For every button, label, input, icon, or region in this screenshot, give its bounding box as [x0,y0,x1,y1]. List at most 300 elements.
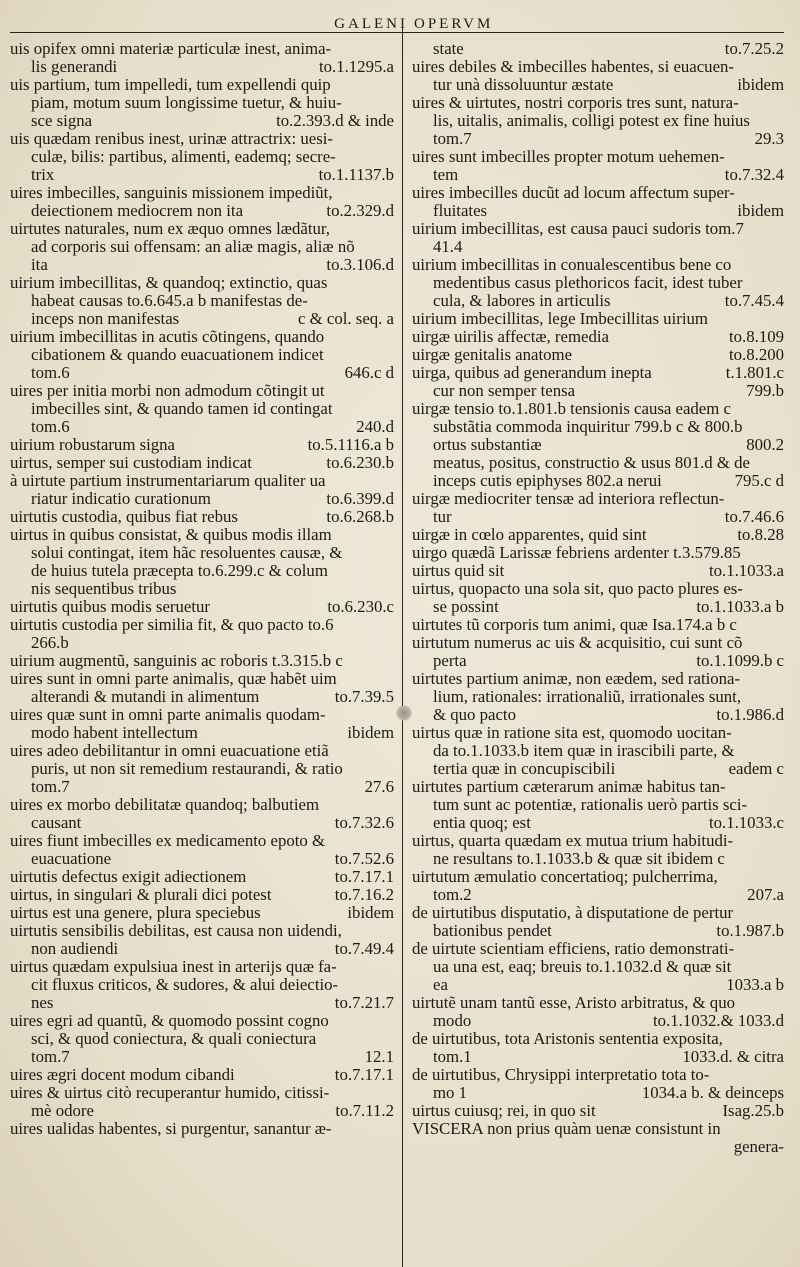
index-entry-text: uires ualidas habentes, si purgentur, sanantur æ- [10,1120,332,1138]
index-entry-text: fluitates [433,202,488,220]
index-line [10,742,394,760]
index-entry-text: euacuatione [31,850,112,868]
index-entry-text: nes [31,994,54,1012]
index-line [412,490,784,508]
index-line [10,1066,394,1084]
index-line [412,580,784,598]
index-line [10,850,394,868]
index-line [10,112,394,130]
index-entry-reference: to.1.987.b [716,922,784,940]
index-entry-text: uirtutum numerus ac uis & acquisitio, cui sunt cõ [412,634,743,652]
index-entry-text: uirtus, in singulari & plurali dici potest [10,886,272,904]
index-entry-text: uirgæ uirilis affectæ, remedia [412,328,609,346]
index-entry-text: perta [433,652,467,670]
index-entry-text: mè odore [31,1102,94,1120]
index-entry-reference: to.8.200 [728,346,784,364]
index-line [10,562,394,580]
index-line [412,1084,784,1102]
index-entry-text: uirtus, quopacto una sola sit, quo pacto plures es- [412,580,743,598]
index-line [412,976,784,994]
index-entry-reference: to.8.28 [737,526,784,544]
index-entry-text: uirium imbecillitas in acutis cõtingens, quando [10,328,325,346]
index-entry-text: cur non semper tensa [433,382,576,400]
index-line [412,526,784,544]
index-entry-text: ne resultans to.1.1033.b & quæ sit ibidem c [433,850,725,868]
index-entry-text: modo [433,1012,472,1030]
index-entry-text: tom.7 [433,130,472,148]
index-line [10,292,394,310]
index-entry-text: tom.2 [433,886,472,904]
index-entry-text: tertia quæ in concupiscibili [433,760,616,778]
index-line [412,40,784,58]
index-entry-text: VISCERA non prius quàm uenæ consistunt in [412,1120,721,1138]
index-entry-text: entia quoq; est [433,814,531,832]
index-entry-reference: Isag.25.b [722,1102,784,1120]
index-line [10,184,394,202]
index-entry-text: non audiendi [31,940,119,958]
index-entry-reference: 1033.a b [726,976,784,994]
index-entry-text: riatur indicatio curationum [31,490,211,508]
index-line [10,508,394,526]
index-entry-reference: to.1.1137.b [318,166,394,184]
index-entry-text: tem [433,166,459,184]
index-line [412,256,784,274]
index-entry-text: uires quæ sunt in omni parte animalis quodam- [10,706,326,724]
index-entry-text: uirium imbecillitas in conualescentibus bene co [412,256,732,274]
index-entry-text: uirtus est una genere, plura speciebus [10,904,261,922]
index-line [412,184,784,202]
index-line [10,148,394,166]
index-entry-reference: to.2.329.d [326,202,394,220]
index-line [412,868,784,886]
index-line [10,418,394,436]
index-line [10,1048,394,1066]
index-entry-reference: to.6.268.b [326,508,394,526]
index-entry-reference: 12.1 [364,1048,394,1066]
index-entry-reference: 29.3 [754,130,784,148]
index-entry-reference: 1034.a b. & deinceps [641,1084,784,1102]
index-entry-text: uirtus quædam expulsiua inest in arterijs quæ fa- [10,958,337,976]
index-entry-text: ita [31,256,48,274]
index-entry-text: imbecilles sint, & quando tamen id contingat [31,400,333,418]
index-line [412,220,784,238]
index-entry-text: uirtus, semper sui custodiam indicat [10,454,252,472]
index-entry-reference: to.7.21.7 [334,994,394,1012]
index-entry-text: uirium imbecillitas, & quandoq; extinctio, quas [10,274,328,292]
index-line [412,202,784,220]
index-line [10,526,394,544]
index-line [412,562,784,580]
index-entry-reference: to.7.25.2 [724,40,784,58]
index-line [412,292,784,310]
index-line [10,454,394,472]
index-entry-text: uirgæ mediocriter tensæ ad interiora reflectun- [412,490,725,508]
index-entry-reference: 800.2 [746,436,784,454]
index-line [412,778,784,796]
index-entry-text: mo 1 [433,1084,468,1102]
index-entry-text: ad corporis sui offensam: an aliæ magis, aliæ nõ [31,238,355,256]
index-line [10,436,394,454]
index-entry-reference: 240.d [356,418,394,436]
index-entry-text: lium, rationales: irrationaliũ, irrationales sunt, [433,688,742,706]
index-line [412,904,784,922]
index-line [10,472,394,490]
index-line [412,886,784,904]
index-line [10,688,394,706]
index-line [10,94,394,112]
index-entry-text: uirtutes partium cæterarum animæ habitus tan- [412,778,726,796]
index-line [10,238,394,256]
index-line [10,760,394,778]
index-entry-text: inceps cutis epiphyses 802.a nerui [433,472,662,490]
index-line [412,1066,784,1084]
index-line [10,202,394,220]
index-entry-reference: 646.c d [344,364,394,382]
index-line [412,994,784,1012]
index-line [412,652,784,670]
index-entry-text: 41.4 [433,238,463,256]
index-line [10,76,394,94]
index-line [10,778,394,796]
index-line [10,976,394,994]
index-line [412,1120,784,1138]
index-entry-text: uirtutes tũ corporis tum animi, quæ Isa.174.a b c [412,616,737,634]
index-line [412,364,784,382]
index-line [412,1012,784,1030]
index-entry-reference: to.7.16.2 [334,886,394,904]
index-entry-text: ea [433,976,448,994]
index-entry-reference: genera- [733,1138,784,1156]
index-entry-text: uirtus in quibus consistat, & quibus modis illam [10,526,332,544]
index-entry-text: uirium imbecillitas, est causa pauci sudoris tom.7 [412,220,744,238]
index-entry-text: uis quædam renibus inest, urinæ attractrix: uesi- [10,130,333,148]
right-column [412,40,784,1156]
index-entry-text: alterandi & mutandi in alimentum [31,688,260,706]
index-entry-text: uires per initia morbi non admodum cõtingit ut [10,382,325,400]
index-entry-reference: 1033.d. & citra [682,1048,784,1066]
index-entry-reference: 207.a [747,886,784,904]
index-line [412,454,784,472]
index-entry-text: de uirtutibus disputatio, à disputatione de pertur [412,904,734,922]
index-line [412,958,784,976]
index-entry-text: uirtutis defectus exigit adiectionem [10,868,247,886]
index-entry-text: uires imbecilles, sanguinis missionem impediũt, [10,184,333,202]
index-line [10,544,394,562]
index-entry-text: ortus substantiæ [433,436,542,454]
index-line [10,130,394,148]
index-entry-text: uires debiles & imbecilles habentes, si euacuen- [412,58,734,76]
index-line [412,670,784,688]
index-entry-reference: ibidem [347,724,394,742]
index-line [412,238,784,256]
index-entry-text: uires & uirtus citò recuperantur humido, citissi- [10,1084,330,1102]
index-line [412,1138,784,1156]
index-entry-text: à uirtute partium instrumentariarum qualiter ua [10,472,326,490]
index-entry-reference: 27.6 [364,778,394,796]
index-entry-reference: eadem c [728,760,784,778]
index-entry-text: meatus, positus, constructio & usus 801.d & de [433,454,750,472]
index-line [412,274,784,292]
index-entry-reference: to.7.45.4 [724,292,784,310]
index-entry-text: causant [31,814,82,832]
index-line [412,436,784,454]
index-entry-text: tom.7 [31,778,70,796]
index-line [412,598,784,616]
header-rule [10,32,784,33]
index-line [412,724,784,742]
index-entry-text: de uirtute scientiam efficiens, ratio demonstrati- [412,940,735,958]
index-line [10,706,394,724]
index-entry-text: uirtutis custodia per similia fit, & quo pacto to.6 [10,616,334,634]
index-entry-text: uirga, quibus ad generandum inepta [412,364,652,382]
index-entry-reference: to.1.1033.a [708,562,784,580]
index-entry-text: medentibus casus plethoricos facit, idest tuber [433,274,743,292]
index-line [412,814,784,832]
index-entry-reference: to.6.230.c [327,598,394,616]
index-entry-text: uirtus, quarta quædam ex mutua trium habitudi- [412,832,734,850]
index-line [10,634,394,652]
index-entry-reference: to.3.106.d [326,256,394,274]
index-entry-text: uires ægri docent modum cibandi [10,1066,235,1084]
index-line [412,688,784,706]
index-entry-reference: 795.c d [734,472,784,490]
index-entry-reference: to.1.1099.b c [696,652,784,670]
index-line [10,580,394,598]
index-entry-text: uirtus quid sit [412,562,505,580]
running-head-right: OPERVM [414,16,494,32]
index-line [10,724,394,742]
index-entry-text: uirgo quædã Larissæ febriens ardenter t.3.579.85 [412,544,741,562]
index-entry-text: lis generandi [31,58,118,76]
index-entry-text: piam, motum suum longissime tuetur, & huiu- [31,94,342,112]
index-line [412,166,784,184]
index-line [10,652,394,670]
index-line [10,310,394,328]
index-entry-text: uirium imbecillitas, lege Imbecillitas uirium [412,310,708,328]
index-entry-text: ua una est, eaq; breuis to.1.1032.d & quæ sit [433,958,732,976]
index-entry-text: uires sunt imbecilles propter motum uehemen- [412,148,725,166]
index-entry-reference: to.1.1032.& 1033.d [653,1012,784,1030]
index-entry-text: puris, ut non sit remedium restaurandi, & ratio [31,760,343,778]
index-line [10,670,394,688]
index-entry-text: tom.1 [433,1048,472,1066]
index-line [412,742,784,760]
index-entry-reference: to.8.109 [728,328,784,346]
index-line [10,382,394,400]
index-line [10,994,394,1012]
index-line [412,706,784,724]
index-line [412,328,784,346]
index-entry-text: uires imbecilles ducũt ad locum affectum super- [412,184,735,202]
index-entry-text: cit fluxus criticos, & sudores, & alui deiectio- [31,976,339,994]
index-line [10,958,394,976]
index-entry-text: tur [433,508,452,526]
index-line [10,490,394,508]
index-entry-reference: 799.b [746,382,784,400]
index-line [412,544,784,562]
index-entry-text: bationibus pendet [433,922,552,940]
index-entry-reference: to.7.52.6 [334,850,394,868]
index-entry-text: cibationem & quando euacuationem indicet [31,346,324,364]
column-divider [402,20,403,1267]
index-entry-text: uirtutis custodia, quibus fiat rebus [10,508,238,526]
index-entry-text: sci, & quod coniectura, & quali coniectura [31,1030,317,1048]
index-entry-text: 266.b [31,634,69,652]
index-entry-reference: to.1.1033.a b [696,598,784,616]
index-entry-text: uis opifex omni materiæ particulæ inest, anima- [10,40,332,58]
index-line [412,130,784,148]
index-entry-text: tum sunt ac potentiæ, rationalis uerò partis sci- [433,796,748,814]
index-entry-text: lis, uitalis, animalis, colligi potest ex fine huius [433,112,750,130]
index-line [412,832,784,850]
index-entry-reference: to.7.46.6 [724,508,784,526]
index-entry-reference: to.2.393.d & inde [276,112,394,130]
index-entry-text: uirtutẽ unam tantũ esse, Aristo arbitratus, & quo [412,994,735,1012]
index-line [10,40,394,58]
index-entry-text: uirtutis sensibilis debilitas, est causa non uidendi, [10,922,342,940]
index-entry-reference: to.6.399.d [326,490,394,508]
index-line [10,1102,394,1120]
index-entry-text: uires & uirtutes, nostri corporis tres sunt, natura- [412,94,739,112]
index-entry-text: inceps non manifestas [31,310,180,328]
running-head-left: GALENI [334,16,408,32]
index-entry-text: uirium robustarum signa [10,436,175,454]
index-entry-text [412,1138,433,1156]
index-line [10,400,394,418]
index-entry-text: tom.6 [31,418,70,436]
index-entry-text: tur unà dissoluuntur æstate [433,76,614,94]
index-line [412,382,784,400]
index-entry-reference: to.1.986.d [716,706,784,724]
index-line [412,1102,784,1120]
index-entry-text: habeat causas to.6.645.a b manifestas de- [31,292,308,310]
index-line [412,472,784,490]
index-line [412,922,784,940]
index-line [412,760,784,778]
index-entry-text: trix [31,166,55,184]
index-entry-text: uirtutum æmulatio concertatioq; pulcherrima, [412,868,718,886]
index-entry-text: uis partium, tum impelledi, tum expellendi quip [10,76,331,94]
index-entry-text: de uirtutibus, tota Aristonis sententia exposita, [412,1030,723,1048]
index-line [10,166,394,184]
index-line [10,832,394,850]
index-entry-text: cula, & labores in articulis [433,292,611,310]
index-line [412,76,784,94]
index-line [10,868,394,886]
index-line [10,616,394,634]
index-entry-text: uires fiunt imbecilles ex medicamento epoto & [10,832,326,850]
index-line [412,310,784,328]
index-entry-text: uirgæ genitalis anatome [412,346,573,364]
index-line [10,220,394,238]
index-line [10,1012,394,1030]
index-entry-reference: to.7.17.1 [334,1066,394,1084]
index-entry-reference: to.7.39.5 [334,688,394,706]
index-line [412,616,784,634]
index-entry-reference: t.1.801.c [725,364,784,382]
index-line [412,508,784,526]
index-entry-reference: ibidem [737,202,784,220]
index-entry-reference: to.1.1295.a [318,58,394,76]
index-line [10,328,394,346]
index-line [10,796,394,814]
index-entry-text: uirtus quæ in ratione sita est, quomodo uocitan- [412,724,732,742]
index-line [10,58,394,76]
index-entry-reference: to.7.32.6 [334,814,394,832]
index-line [412,58,784,76]
index-entry-text: se possint [433,598,499,616]
index-entry-reference: to.6.230.b [326,454,394,472]
index-line [10,274,394,292]
left-column [10,40,394,1138]
index-entry-text: & quo pacto [433,706,516,724]
index-entry-text: nis sequentibus tribus [31,580,177,598]
index-line [412,400,784,418]
index-entry-text: uirgæ in cœlo apparentes, quid sint [412,526,647,544]
index-line [10,598,394,616]
index-entry-reference: to.7.32.4 [724,166,784,184]
index-line [10,1030,394,1048]
index-line [10,256,394,274]
index-entry-reference: ibidem [347,904,394,922]
index-entry-text: solui contingat, item hãc resoluentes causæ, & [31,544,343,562]
index-entry-reference: to.7.49.4 [334,940,394,958]
index-entry-reference: ibidem [737,76,784,94]
index-line [412,850,784,868]
index-line [412,1048,784,1066]
index-line [10,1084,394,1102]
index-line [10,1120,394,1138]
index-entry-text: uirgæ tensio to.1.801.b tensionis causa eadem c [412,400,731,418]
index-entry-text: sce signa [31,112,93,130]
index-line [412,634,784,652]
index-entry-text: tom.6 [31,364,70,382]
index-entry-text: uirtutes naturales, num ex æquo omnes lædãtur, [10,220,330,238]
index-line [412,940,784,958]
index-entry-text: substãtia commoda inquiritur 799.b c & 800.b [433,418,743,436]
index-line [10,886,394,904]
index-entry-reference: to.7.17.1 [334,868,394,886]
index-entry-text: culæ, bilis: partibus, alimenti, eademq; secre- [31,148,336,166]
index-line [10,364,394,382]
index-line [412,346,784,364]
index-line [412,148,784,166]
index-entry-text: da to.1.1033.b item quæ in irascibili parte, & [433,742,735,760]
index-line [412,418,784,436]
index-line [10,814,394,832]
index-line [412,112,784,130]
index-entry-text: deiectionem mediocrem non ita [31,202,244,220]
index-entry-reference: to.5.1116.a b [307,436,394,454]
index-entry-text: tom.7 [31,1048,70,1066]
index-entry-text: modo habent intellectum [31,724,198,742]
index-entry-text: uires adeo debilitantur in omni euacuatione etiã [10,742,329,760]
index-line [10,922,394,940]
index-entry-text: uirtutes partium animæ, non eædem, sed rationa- [412,670,741,688]
index-entry-text: uirtutis quibus modis seruetur [10,598,210,616]
index-entry-text: uires sunt in omni parte animalis, quæ habẽt uim [10,670,337,688]
index-entry-text: state [433,40,464,58]
index-line [10,904,394,922]
index-entry-reference: c & col. seq. a [298,310,394,328]
index-entry-reference: to.7.11.2 [335,1102,394,1120]
index-entry-text: uirtus cuiusq; rei, in quo sit [412,1102,596,1120]
index-line [10,940,394,958]
index-entry-text: uires egri ad quantũ, & quomodo possint cogno [10,1012,329,1030]
index-line [10,346,394,364]
index-entry-text: de uirtutibus, Chrysippi interpretatio tota to- [412,1066,710,1084]
ink-blot [396,705,412,721]
